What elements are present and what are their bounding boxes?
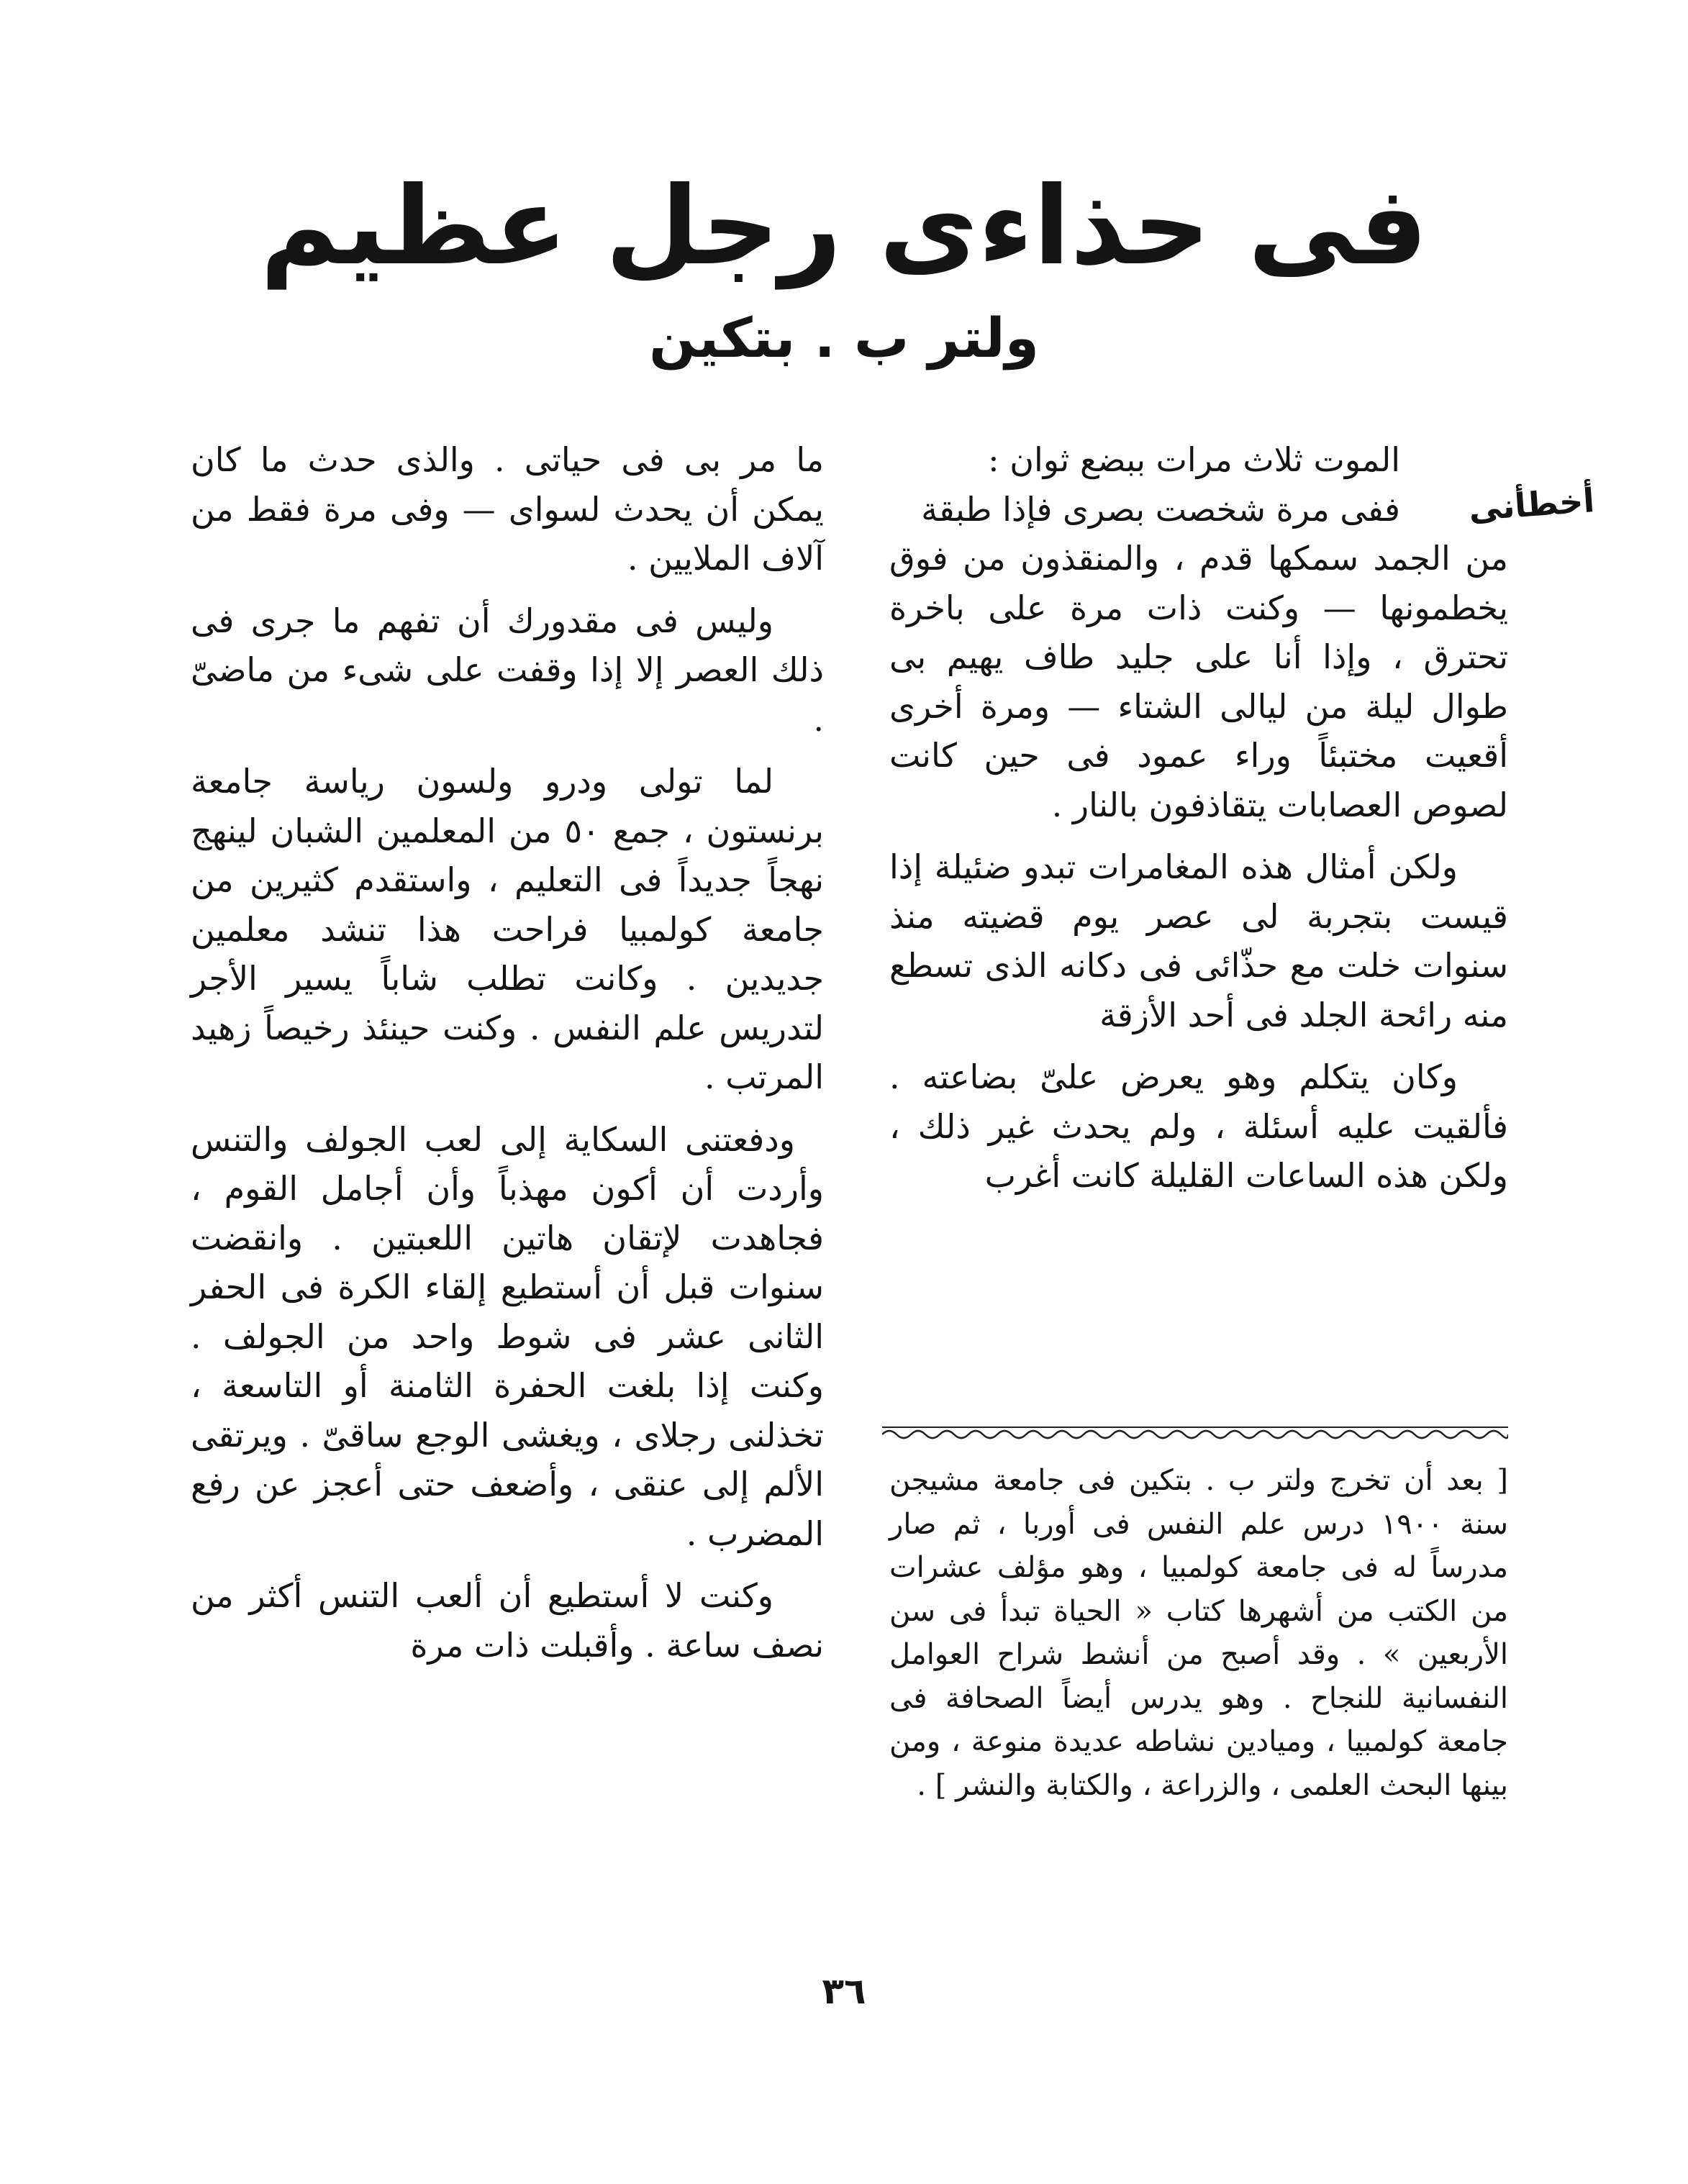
paragraph: وكان يتكلم وهو يعرض علىّ بضاعته . فألقيت عليه أسئلة ، ولم يحدث غير ذلك ، ولكن هذه الساعات القليلة كانت أغرب bbox=[889, 1057, 1508, 1195]
margin-note: أخطأنى bbox=[1467, 481, 1596, 529]
paragraph: ولكن أمثال هذه المغامرات تبدو ضئيلة إذا قيست بتجربة لى عصر يوم قضيته منذ سنوات خلت مع حذّائى فى دكانه الذى تسطع منه رائحة الجلد فى أحد الأزقة bbox=[889, 847, 1508, 1034]
paragraph: وكنت لا أستطيع أن ألعب التنس أكثر من نصف ساعة . وأقبلت ذات مرة bbox=[191, 1576, 824, 1665]
article-author: ولتر ب . بتكين bbox=[649, 306, 1039, 370]
paragraph: ما مر بى فى حياتى . والذى حدث ما كان يمكن أن يحدث لسواى — وفى مرة فقط من آلاف الملايين . bbox=[191, 440, 824, 578]
right-column bbox=[889, 435, 1508, 1201]
intro-line-2: ففى مرة شخصت بصرى فإذا طبقة bbox=[921, 489, 1400, 529]
paragraph: وليس فى مقدورك أن تفهم ما جرى فى ذلك العصر إلا إذا وقفت على شىء من ماضىّ . bbox=[191, 601, 824, 739]
bio-text: [ بعد أن تخرج ولتر ب . بتكين فى جامعة مشيجن سنة ١٩٠٠ درس علم النفس فى أوربا ، ثم صار مدرساً له فى جامعة كولمبيا ، وهو مؤلف عشرات من الكتب من أشهرها كتاب « الحياة تبدأ فى سن الأربعين » . وقد أصبح من أنشط شراح العوامل النفسانية للنجاح . وهو يدرس أيضاً الصحافة فى جامعة كولمبيا ، وميادين نشاطه عديدة منوعة ، ومن بينها البحث العلمى ، والزراعة ، والكتابة والنشر ] . bbox=[889, 1464, 1508, 1802]
paragraph: ودفعتنى السكاية إلى لعب الجولف والتنس وأردت أن أكون مهذباً وأن أجامل القوم ، فجاهدت لإتقان هاتين اللعبتين . وانقضت سنوات قبل أن أستطيع إلقاء الكرة فى الحفر الثانى عشر فى شوط واحد من الجولف . وكنت إذا بلغت الحفرة الثامنة أو التاسعة ، تخذلنى رجلاى ، ويغشى الوجع ساقىّ . ويرتقى الألم إلى عنقى ، وأضعف حتى أعجز عن رفع المضرب . bbox=[191, 1119, 824, 1553]
paragraph: من الجمد سمكها قدم ، والمنقذون من فوق يخطمونها — وكنت ذات مرة على باخرة تحترق ، وإذا أنا على جليد طاف يهيم بى طوال ليلة من ليالى الشتاء — ومرة أخرى أقعيت مختبئاً وراء عمود فى حين كانت لصوص العصابات يتقاذفون بالنار . bbox=[889, 539, 1508, 824]
left-column bbox=[191, 435, 824, 1670]
author-bio bbox=[889, 1459, 1508, 1807]
intro-line-1: الموت ثلاث مرات ببضع ثوان : bbox=[988, 440, 1400, 479]
page-number: ٣٦ bbox=[822, 1970, 866, 2012]
article-title: فى حذاءى رجل عظيم bbox=[260, 164, 1428, 289]
paragraph: لما تولى ودرو ولسون رياسة جامعة برنستون ، جمع ٥٠ من المعلمين الشبان لينهج نهجاً جديداً فى التعليم ، واستقدم كثيرين من جامعة كولمبيا فراحت هذا تنشد معلمين جديدين . وكانت تطلب شاباً يسير الأجر لتدريس علم النفس . وكنت حينئذ رخيصاً زهيد المرتب . bbox=[191, 762, 824, 1096]
wavy-divider bbox=[882, 1423, 1508, 1442]
